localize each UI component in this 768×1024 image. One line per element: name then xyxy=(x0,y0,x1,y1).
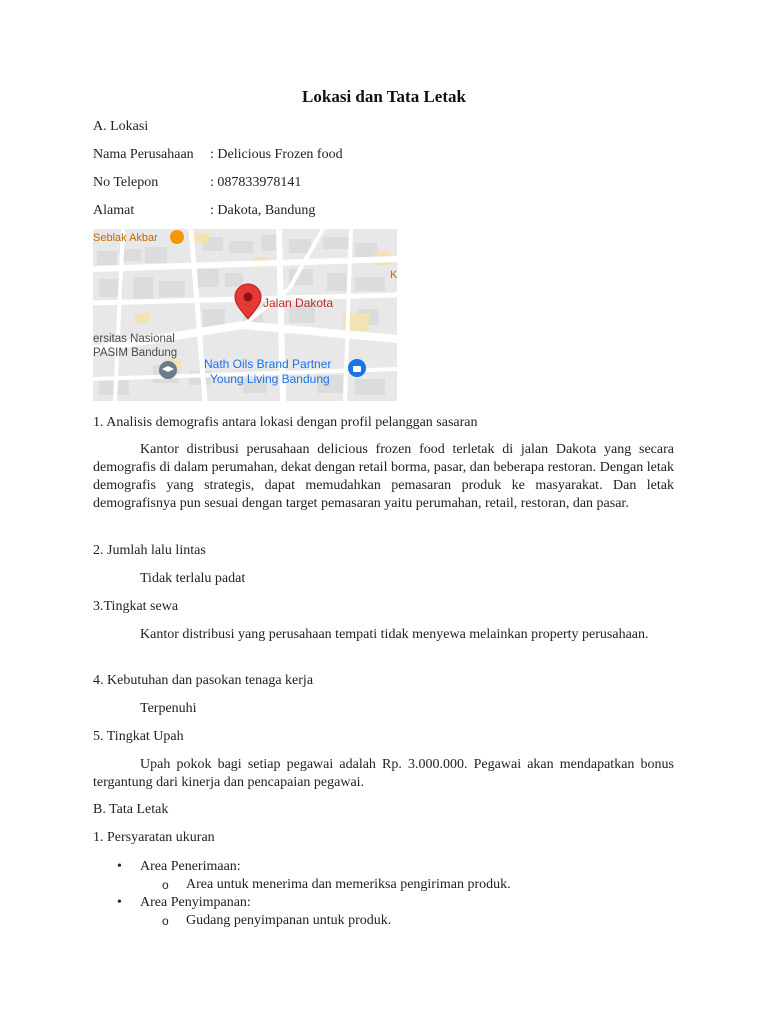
list-item-label: Area Penyimpanan: xyxy=(140,895,251,910)
map-poi-right-1: Nath Oils Brand Partner xyxy=(204,357,332,371)
item-3-heading: 3.Tingkat sewa xyxy=(93,599,179,614)
item-4-text: Terpenuhi xyxy=(140,701,197,716)
map-poi-left-1: ersitas Nasional xyxy=(93,333,175,345)
map-poi-edge: K xyxy=(390,269,397,281)
map-poi-left-2: PASIM Bandung xyxy=(93,347,178,359)
address-label: Alamat xyxy=(93,203,135,218)
section-a-heading: A. Lokasi xyxy=(93,119,149,134)
phone-value: : 087833978141 xyxy=(210,175,302,190)
bullet-icon: • xyxy=(117,895,122,910)
b1-heading: 1. Persyaratan ukuran xyxy=(93,830,215,845)
list-item xyxy=(93,858,511,894)
sub-list-item xyxy=(93,876,511,894)
company-label: Nama Perusahaan xyxy=(93,147,194,162)
map-poi-top: Seblak Akbar xyxy=(93,232,158,244)
address-value: : Dakota, Bandung xyxy=(210,203,316,218)
sub-list-item-text: Gudang penyimpanan untuk produk. xyxy=(186,913,392,928)
item-2-heading: 2. Jumlah lalu lintas xyxy=(93,543,206,558)
phone-row xyxy=(93,174,301,192)
item-1-heading: 1. Analisis demografis antara lokasi dengan profil pelanggan sasaran xyxy=(93,415,478,430)
list-item-label: Area Penerimaan: xyxy=(140,859,241,874)
company-row xyxy=(93,146,343,164)
item-2-text: Tidak terlalu padat xyxy=(140,571,246,586)
sub-bullet-icon: o xyxy=(162,914,169,928)
school-icon xyxy=(159,361,177,379)
phone-label: No Telepon xyxy=(93,175,159,190)
list-item xyxy=(93,894,511,930)
map-poi-right-2: Young Living Bandung xyxy=(210,372,330,386)
map-drawing xyxy=(93,229,397,401)
page-title: Lokasi dan Tata Letak xyxy=(302,87,466,106)
item-1-paragraph: Kantor distribusi perusahaan delicious frozen food terletak di jalan Dakota yang secara demografis di dalam perumahan, dekat dengan retail borma, pasar, dan beberapa restoran. Dengan letak demografis yang strategis, dapat memudahkan pemasaran produk ke masyarakat. Dan letak demografisnya pun sesuai dengan target pemasaran yaitu perumahan, retail, restoran, dan pasar. xyxy=(93,442,674,511)
map-pin-label: Jalan Dakota xyxy=(263,296,334,310)
item-5-paragraph: Upah pokok bagi setiap pegawai adalah Rp. 3.000.000. Pegawai akan mendapatkan bonus tergantung dari kinerja dan pencapaian pegawai. xyxy=(93,757,674,790)
item-4-heading: 4. Kebutuhan dan pasokan tenaga kerja xyxy=(93,673,314,688)
sub-list-item xyxy=(93,912,511,930)
item-3-paragraph: Kantor distribusi yang perusahaan tempati tidak menyewa melainkan property perusahaan. xyxy=(140,627,649,642)
section-b-heading: B. Tata Letak xyxy=(93,802,169,817)
requirements-list xyxy=(93,858,511,930)
address-row xyxy=(93,202,315,220)
company-value: : Delicious Frozen food xyxy=(210,147,343,162)
sub-bullet-icon: o xyxy=(162,878,169,892)
location-map xyxy=(93,229,397,401)
item-5-heading: 5. Tingkat Upah xyxy=(93,729,184,744)
shop-icon xyxy=(348,359,366,377)
sub-list-item-text: Area untuk menerima dan memeriksa pengiriman produk. xyxy=(186,877,511,892)
bullet-icon: • xyxy=(117,859,122,874)
